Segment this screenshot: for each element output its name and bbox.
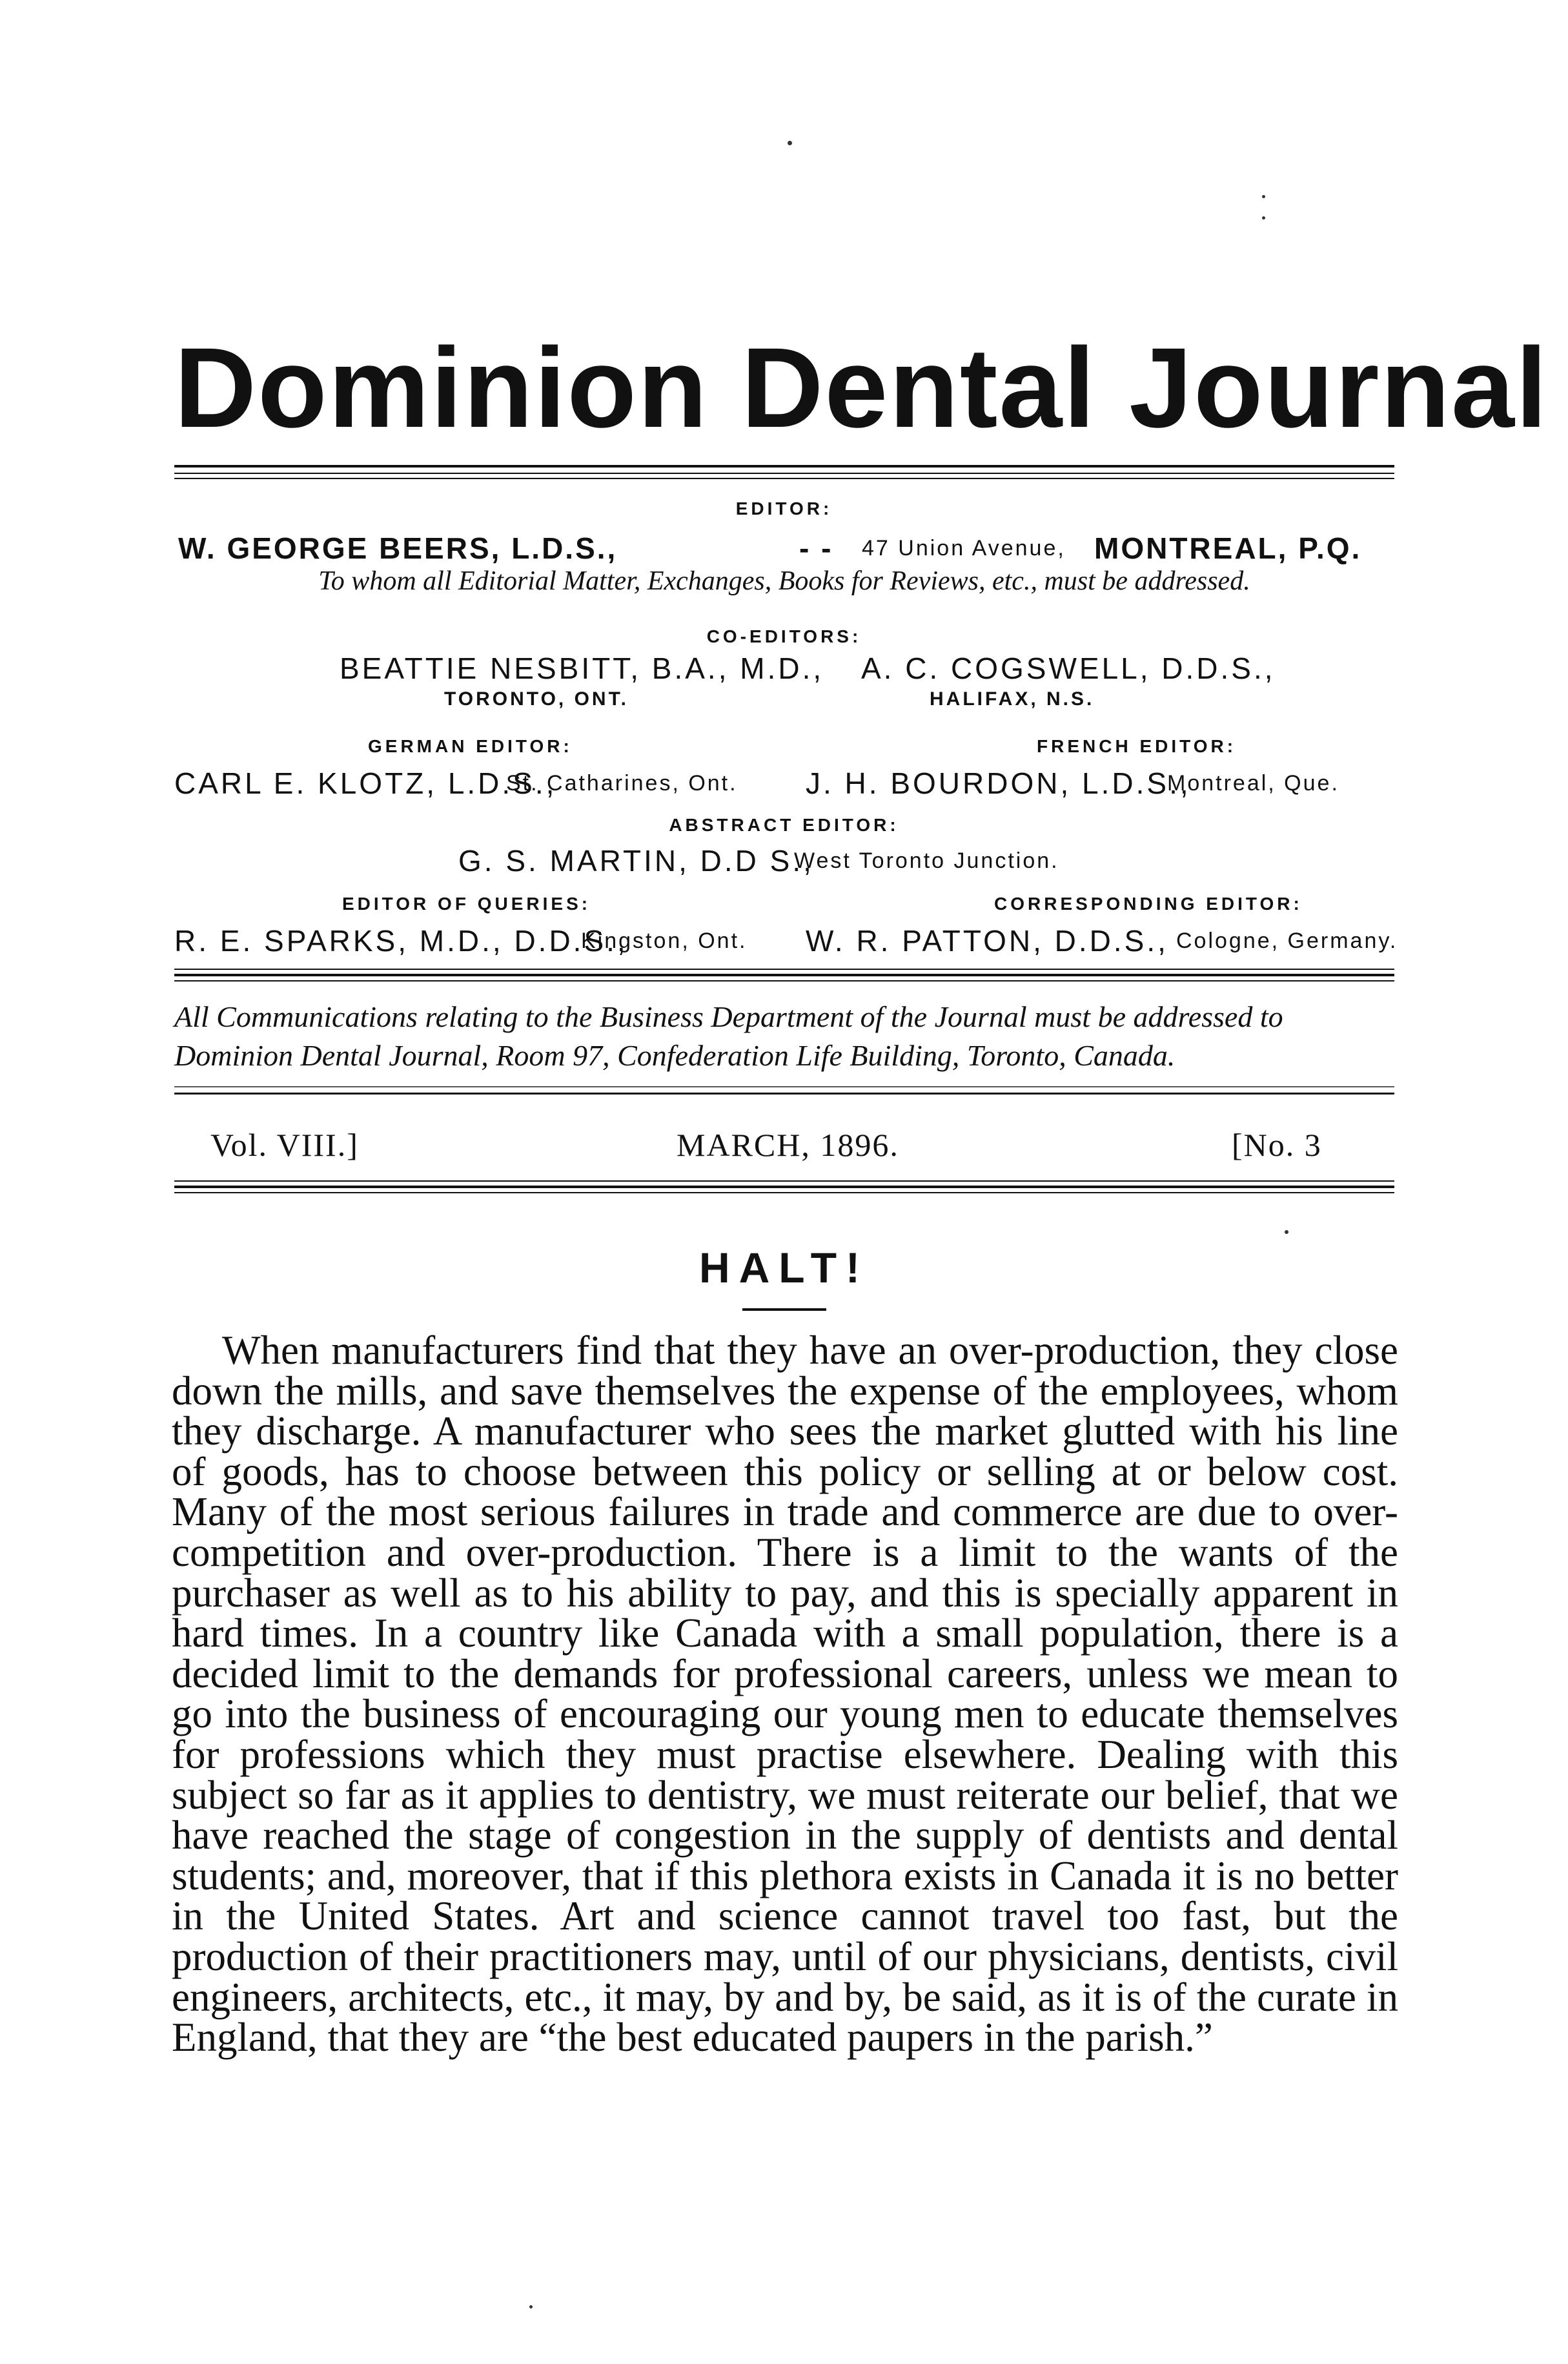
issue-number: [No. 3 [1232,1127,1322,1163]
top-rule-thin [174,473,1394,474]
corresponding-editor-heading: CORRESPONDING EDITOR: [994,894,1303,914]
issue-rule [174,1192,1394,1193]
top-rule [174,465,1394,468]
editor-street: 47 Union Avenue, [862,536,1066,560]
scan-speck [1285,1230,1288,1234]
abstract-editor-name: G. S. MARTIN, D.D S., [458,844,814,878]
queries-editor-name: R. E. SPARKS, M.D., D.D.S., [174,924,628,958]
scan-speck [788,141,792,145]
issue-date: MARCH, 1896. [677,1127,899,1163]
editor-note: To whom all Editorial Matter, Exchanges, Books for Reviews, etc., must be addressed. [318,566,1250,596]
co-editors-heading: CO-EDITORS: [706,626,862,646]
scan-speck [1262,216,1265,220]
abstract-editor-place: West Toronto Junction. [794,848,1059,873]
issue-rule [174,1180,1394,1182]
title-underline [742,1308,826,1311]
german-editor-name: CARL E. KLOTZ, L.D.S., [174,766,557,800]
co-editor-left-name: BEATTIE NESBITT, B.A., M.D., [340,652,824,685]
editor-dashes: - - [799,531,833,565]
volume-label: Vol. VIII.] [210,1127,359,1163]
scan-speck [1262,195,1265,198]
top-rule-thin [174,478,1394,479]
note-rule [174,1086,1394,1087]
mid-rule [174,974,1394,976]
german-editor-heading: GERMAN EDITOR: [368,736,573,756]
article-title: HALT! [698,1244,870,1291]
abstract-editor-heading: ABSTRACT EDITOR: [669,815,899,835]
french-editor-place: Montreal, Que. [1167,771,1339,796]
german-editor-place: St. Catharines, Ont. [506,771,738,796]
co-editor-left-place: TORONTO, ONT. [444,688,629,710]
editor-name: W. GEORGE BEERS, L.D.S., [178,531,618,565]
french-editor-heading: FRENCH EDITOR: [1037,736,1237,756]
journal-title: Dominion Dental Journal [174,325,1549,451]
corresponding-editor-place: Cologne, Germany. [1176,929,1398,953]
co-editor-right-place: HALIFAX, N.S. [930,688,1095,710]
queries-editor-place: Kingston, Ont. [581,929,748,953]
corresponding-editor-name: W. R. PATTON, D.D.S., [806,924,1168,958]
note-rule [174,1093,1394,1095]
editor-heading: EDITOR: [735,498,833,519]
queries-editor-heading: EDITOR OF QUERIES: [342,894,591,914]
scan-speck [529,2305,533,2308]
co-editor-right-name: A. C. COGSWELL, D.D.S., [861,652,1276,685]
communication-note: All Communications relating to the Business Department of the Journal must be addressed to Dominion Dental Journal, Room 97, Confederation Life Building, Toronto, Canada. [174,1000,1283,1072]
issue-rule [174,1186,1394,1188]
mid-rule [174,980,1394,982]
mid-rule [174,969,1394,970]
article-body: When manufacturers find that they have an over-production, they close down the mills, and save themselves the expense of the employees, whom they discharge. A manufacturer who sees the market glutted with his line of goods, has to choose between this policy or selling at or below cost. Many of the most serious failures in trade and commerce are due to over-competition and over-production. There is a limit to the wants of the purchaser as well as to his ability to pay, and this is specially apparent in hard times. In a country like Canada with a small population, there is a decided limit to the demands for professional careers, unless we mean to go into the business of encouraging our young men to educate themselves for professions which they must practise elsewhere. Dealing with this subject so far as it applies to dentistry, we must reiterate our belief, that we have reached the stage of congestion in the supply of dentists and dental students; and, moreover, that if this plethora exists in Canada it is no better in the United States. Art and science cannot travel too fast, but the production of their practitioners may, until of our physicians, dentists, civil engineers, architects, etc., it may, by and by, be said, as it is of the curate in England, that they are “the best educated paupers in the parish.” [172,1328,1398,2061]
editor-city: MONTREAL, P.Q. [1094,531,1362,565]
french-editor-name: J. H. BOURDON, L.D.S., [806,766,1191,800]
